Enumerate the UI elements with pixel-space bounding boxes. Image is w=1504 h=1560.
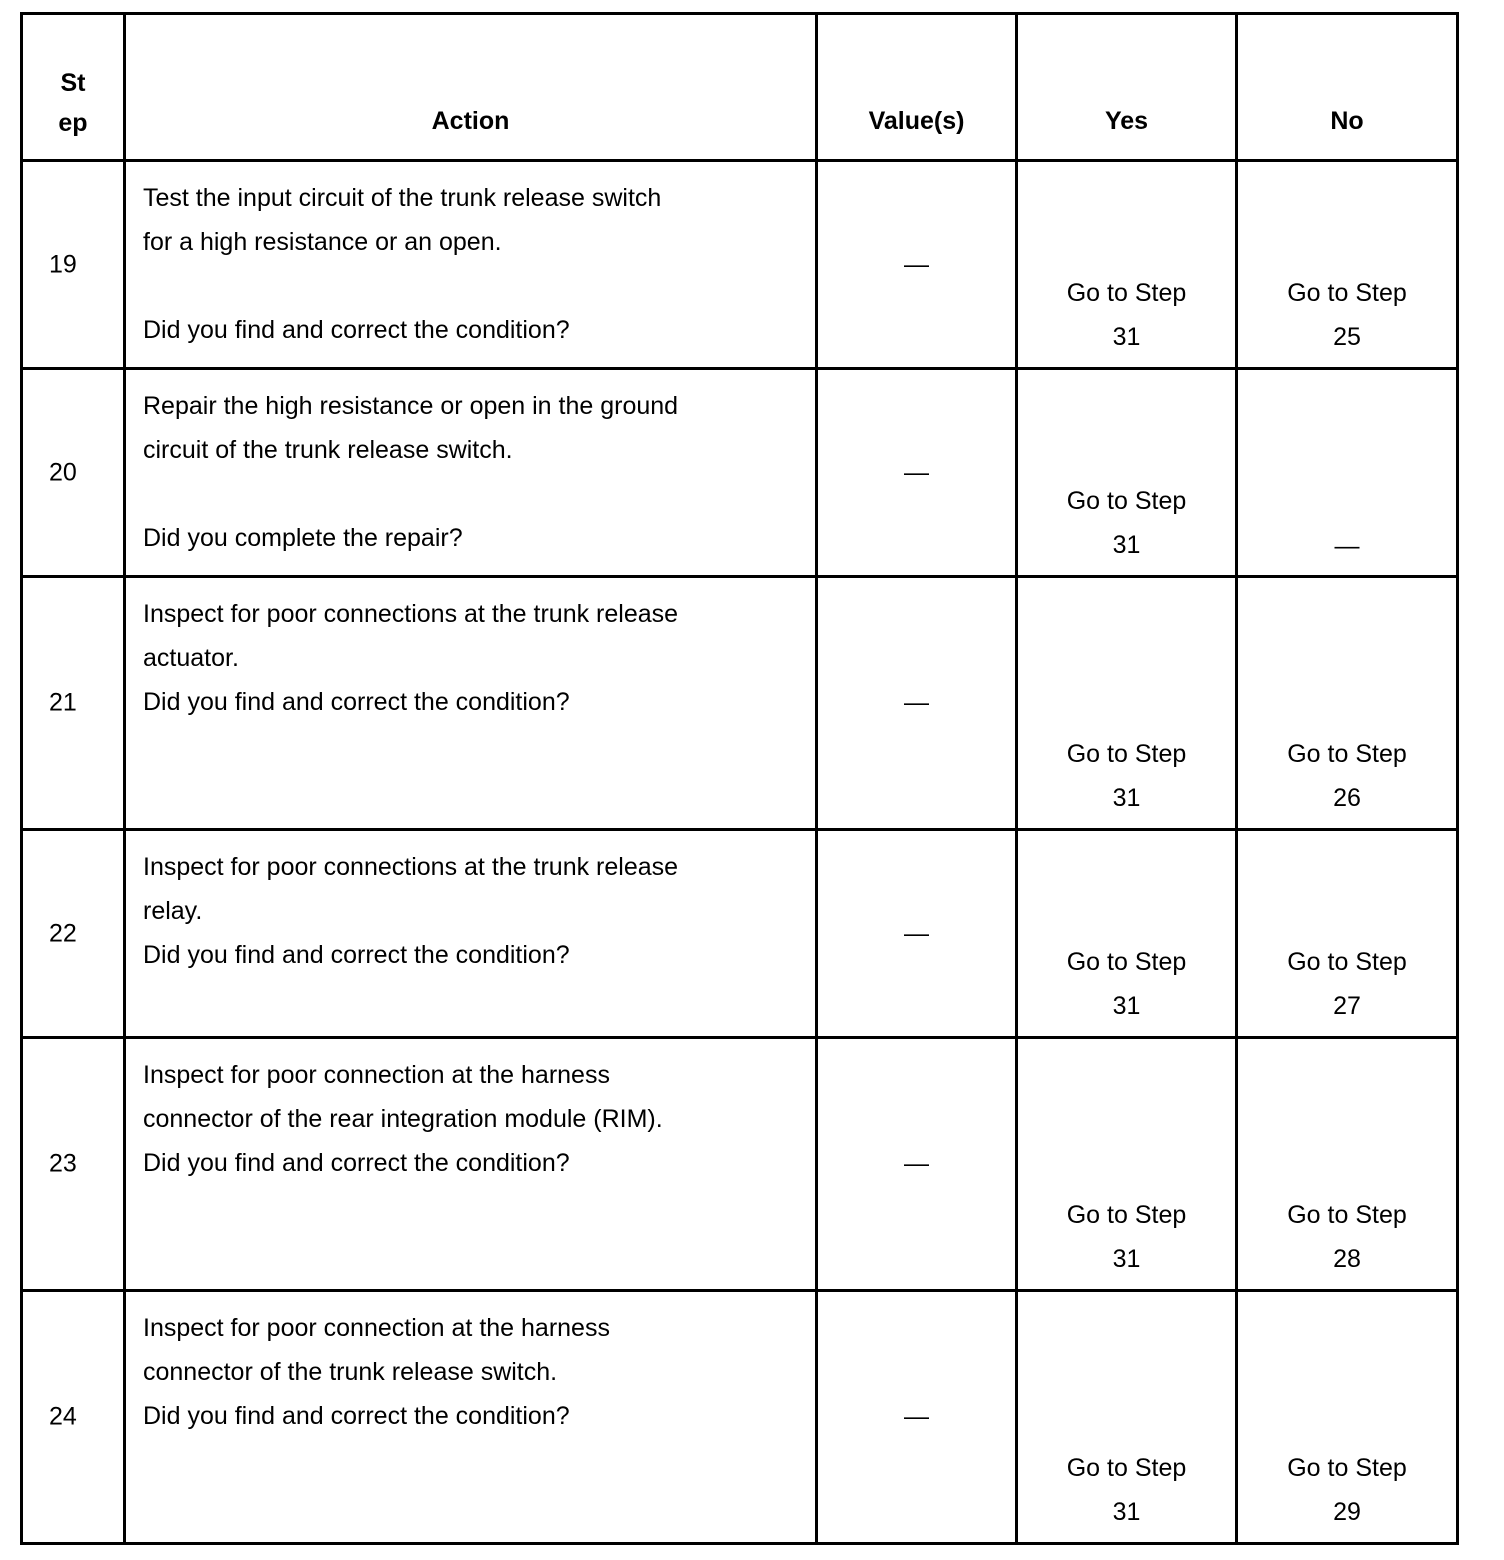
header-step-line2: ep xyxy=(58,109,88,137)
no-goto-step: 25 xyxy=(1333,323,1361,351)
action-question: Did you find and correct the condition? xyxy=(143,941,570,969)
header-yes: Yes xyxy=(1017,14,1237,161)
table-row xyxy=(22,830,1458,1038)
action-line: Inspect for poor connections at the trunk release xyxy=(143,853,679,881)
yes-cell xyxy=(1017,577,1237,830)
action-line: Inspect for poor connection at the harness xyxy=(143,1314,610,1342)
header-no: No xyxy=(1237,14,1458,161)
action-question: Did you find and correct the condition? xyxy=(143,688,570,716)
value-cell xyxy=(817,1291,1017,1544)
no-cell xyxy=(1237,369,1458,577)
yes-goto-label: Go to Step xyxy=(1066,487,1187,515)
no-goto-label: Go to Step xyxy=(1287,1454,1407,1482)
step-number: 19 xyxy=(49,250,77,278)
yes-goto-step: 31 xyxy=(1112,784,1141,812)
no-goto-step: 26 xyxy=(1333,784,1361,812)
value-dash: — xyxy=(904,250,929,278)
table-row xyxy=(22,1291,1458,1544)
action-question: Did you find and correct the condition? xyxy=(143,1149,570,1177)
no-cell xyxy=(1237,1038,1458,1291)
action-line: Inspect for poor connections at the trunk release xyxy=(143,600,679,628)
no-goto-step: 29 xyxy=(1333,1498,1361,1526)
no-goto-label: Go to Step xyxy=(1287,1201,1407,1229)
action-cell xyxy=(125,830,817,1038)
step-number: 21 xyxy=(49,688,77,717)
value-cell xyxy=(817,161,1017,369)
yes-goto-label: Go to Step xyxy=(1066,279,1187,307)
table-row xyxy=(22,369,1458,577)
no-goto-label: Go to Step xyxy=(1287,948,1407,976)
value-dash: — xyxy=(904,919,929,947)
yes-goto-label: Go to Step xyxy=(1066,1454,1187,1482)
step-cell xyxy=(22,830,125,1038)
no-goto-label: Go to Step xyxy=(1287,279,1407,307)
action-cell xyxy=(125,577,817,830)
no-cell xyxy=(1237,161,1458,369)
yes-goto-step: 31 xyxy=(1112,1245,1141,1273)
step-number: 24 xyxy=(49,1402,77,1431)
yes-goto-label: Go to Step xyxy=(1066,948,1187,976)
action-line: circuit of the trunk release switch. xyxy=(143,436,513,464)
header-step xyxy=(22,14,125,161)
action-question: Did you find and correct the condition? xyxy=(143,1402,570,1430)
yes-cell xyxy=(1017,1291,1237,1544)
no-cell xyxy=(1237,830,1458,1038)
step-number: 22 xyxy=(49,919,77,947)
action-line: actuator. xyxy=(143,644,239,672)
value-dash: — xyxy=(904,1402,929,1431)
yes-goto-step: 31 xyxy=(1112,323,1141,351)
yes-cell xyxy=(1017,1038,1237,1291)
action-cell xyxy=(125,161,817,369)
yes-goto-step: 31 xyxy=(1112,992,1141,1020)
action-line: Inspect for poor connection at the harness xyxy=(143,1061,610,1089)
value-cell xyxy=(817,830,1017,1038)
yes-cell xyxy=(1017,369,1237,577)
no-cell xyxy=(1237,577,1458,830)
value-cell xyxy=(817,369,1017,577)
value-cell xyxy=(817,1038,1017,1291)
table-row xyxy=(22,161,1458,369)
action-line: Repair the high resistance or open in the ground xyxy=(143,392,679,420)
yes-cell xyxy=(1017,830,1237,1038)
value-dash: — xyxy=(904,458,929,486)
step-cell xyxy=(22,1291,125,1544)
value-dash: — xyxy=(904,1149,929,1178)
no-dash: — xyxy=(1334,532,1360,560)
action-cell xyxy=(125,1038,817,1291)
step-cell xyxy=(22,161,125,369)
table-row xyxy=(22,577,1458,830)
value-dash: — xyxy=(904,688,929,717)
action-line: connector of the trunk release switch. xyxy=(143,1358,558,1386)
header-row xyxy=(22,14,1458,161)
action-cell xyxy=(125,1291,817,1544)
action-line: relay. xyxy=(143,897,203,925)
header-action: Action xyxy=(125,14,817,161)
action-line: Test the input circuit of the trunk release switch xyxy=(143,184,662,212)
yes-goto-label: Go to Step xyxy=(1066,740,1187,768)
action-line: for a high resistance or an open. xyxy=(143,228,502,256)
table-row xyxy=(22,1038,1458,1291)
no-cell xyxy=(1237,1291,1458,1544)
header-step-line1: St xyxy=(60,69,86,97)
step-cell xyxy=(22,1038,125,1291)
no-goto-step: 28 xyxy=(1333,1245,1361,1273)
no-goto-label: Go to Step xyxy=(1287,740,1407,768)
action-question: Did you complete the repair? xyxy=(143,524,463,552)
header-values: Value(s) xyxy=(817,14,1017,161)
value-cell xyxy=(817,577,1017,830)
yes-goto-step: 31 xyxy=(1112,1498,1141,1526)
no-goto-step: 27 xyxy=(1333,992,1361,1020)
step-cell xyxy=(22,369,125,577)
yes-goto-label: Go to Step xyxy=(1066,1201,1187,1229)
yes-goto-step: 31 xyxy=(1112,531,1141,559)
diagnostic-steps-table xyxy=(20,12,1459,1545)
step-number: 20 xyxy=(49,458,77,486)
step-cell xyxy=(22,577,125,830)
action-cell xyxy=(125,369,817,577)
yes-cell xyxy=(1017,161,1237,369)
action-line: connector of the rear integration module (RIM). xyxy=(143,1105,663,1133)
step-number: 23 xyxy=(49,1149,77,1178)
action-question: Did you find and correct the condition? xyxy=(143,316,570,344)
